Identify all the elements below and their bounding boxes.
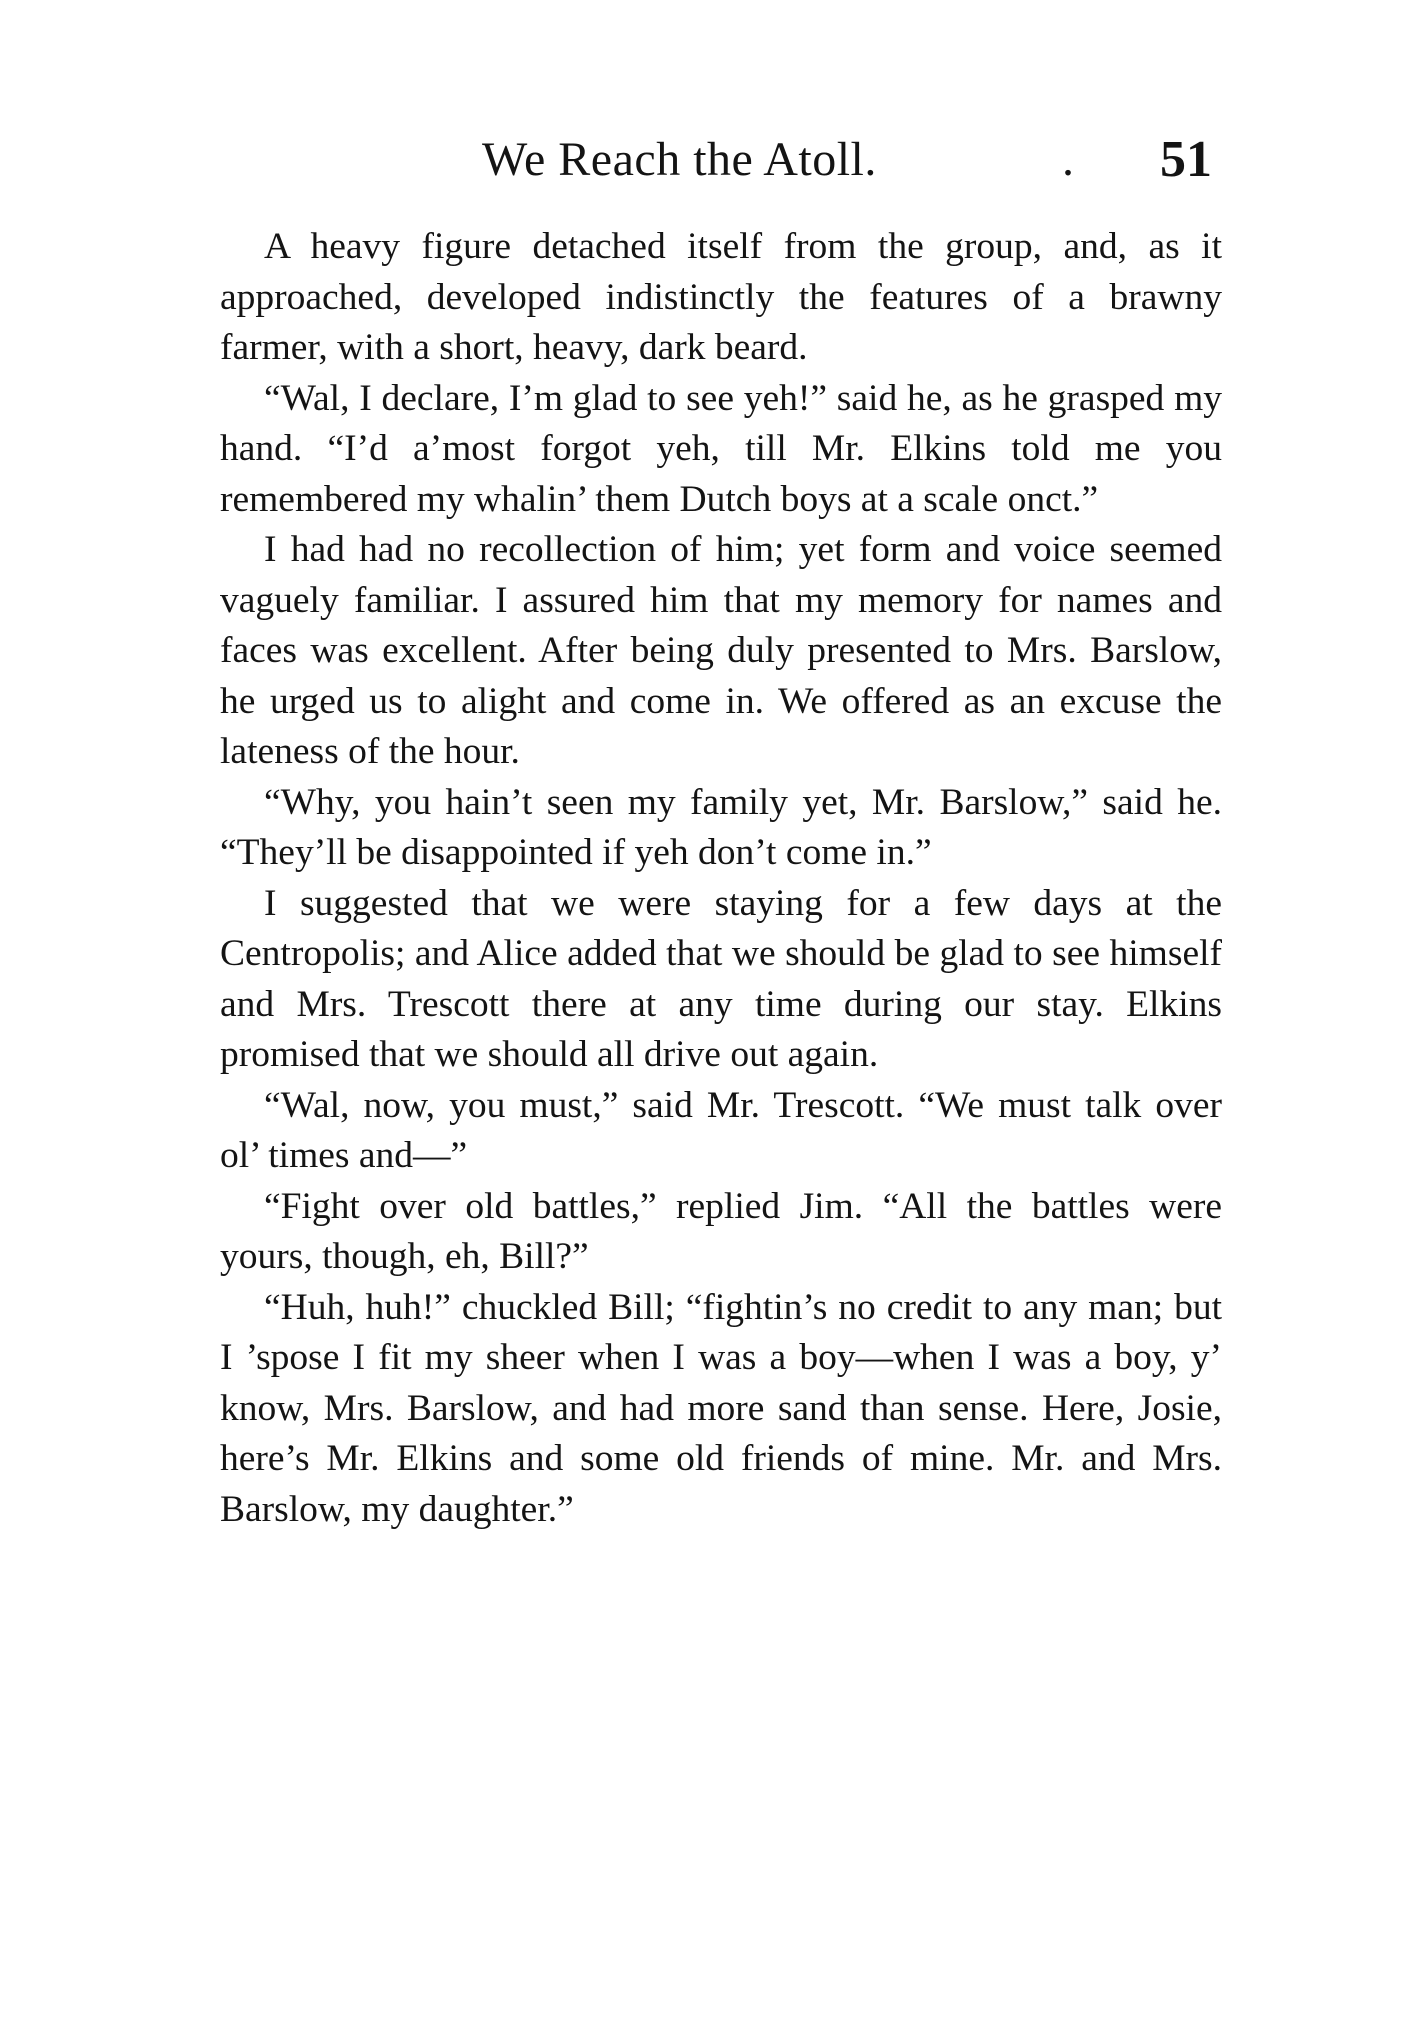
paragraph-3: I had had no recollection of him; yet form and voice seemed vaguely familiar. I assured him that my memory for names and faces was excellent. After being duly presented to Mrs. Barslow, he urged us to alight and come in. We offered as an excuse the lateness of the hour.	[220, 529, 1222, 772]
running-head	[220, 128, 1222, 192]
running-title: We Reach the Atoll.	[482, 133, 877, 186]
running-head-separator: .	[1062, 133, 1074, 186]
paragraph-2: “Wal, I declare, I’m glad to see yeh!” said he, as he grasped my hand. “I’d a’most forgot yeh, till Mr. Elkins told me you remembered my whalin’ them Dutch boys at a scale onct.”	[220, 377, 1222, 520]
paragraph-1: A heavy figure detached itself from the group, and, as it approached, developed indistinctly the features of a brawny farmer, with a short, heavy, dark beard.	[220, 226, 1222, 368]
paragraph-5: I suggested that we were staying for a few days at the Centropolis; and Alice added that we should be glad to see himself and Mrs. Trescott there at any time during our stay. Elkins promised that we should all drive out again.	[220, 882, 1222, 1075]
paragraph-7: “Fight over old battles,” replied Jim. “All the battles were yours, though, eh, Bill?”	[220, 1185, 1222, 1277]
paragraph-4: “Why, you hain’t seen my family yet, Mr. Barslow,” said he. “They’ll be disappointed if yeh don’t come in.”	[220, 781, 1222, 873]
paragraph-6: “Wal, now, you must,” said Mr. Trescott. “We must talk over ol’ times and—”	[220, 1084, 1222, 1176]
body-text	[220, 222, 1222, 1535]
paragraph-8: “Huh, huh!” chuckled Bill; “fightin’s no credit to any man; but I ’spose I fit my sheer when I was a boy—when I was a boy, y’ know, Mrs. Barslow, and had more sand than sense. Here, Josie, here’s Mr. Elkins and some old friends of mine. Mr. and Mrs. Barslow, my daughter.”	[220, 1286, 1222, 1530]
page-number: 51	[1160, 131, 1212, 188]
